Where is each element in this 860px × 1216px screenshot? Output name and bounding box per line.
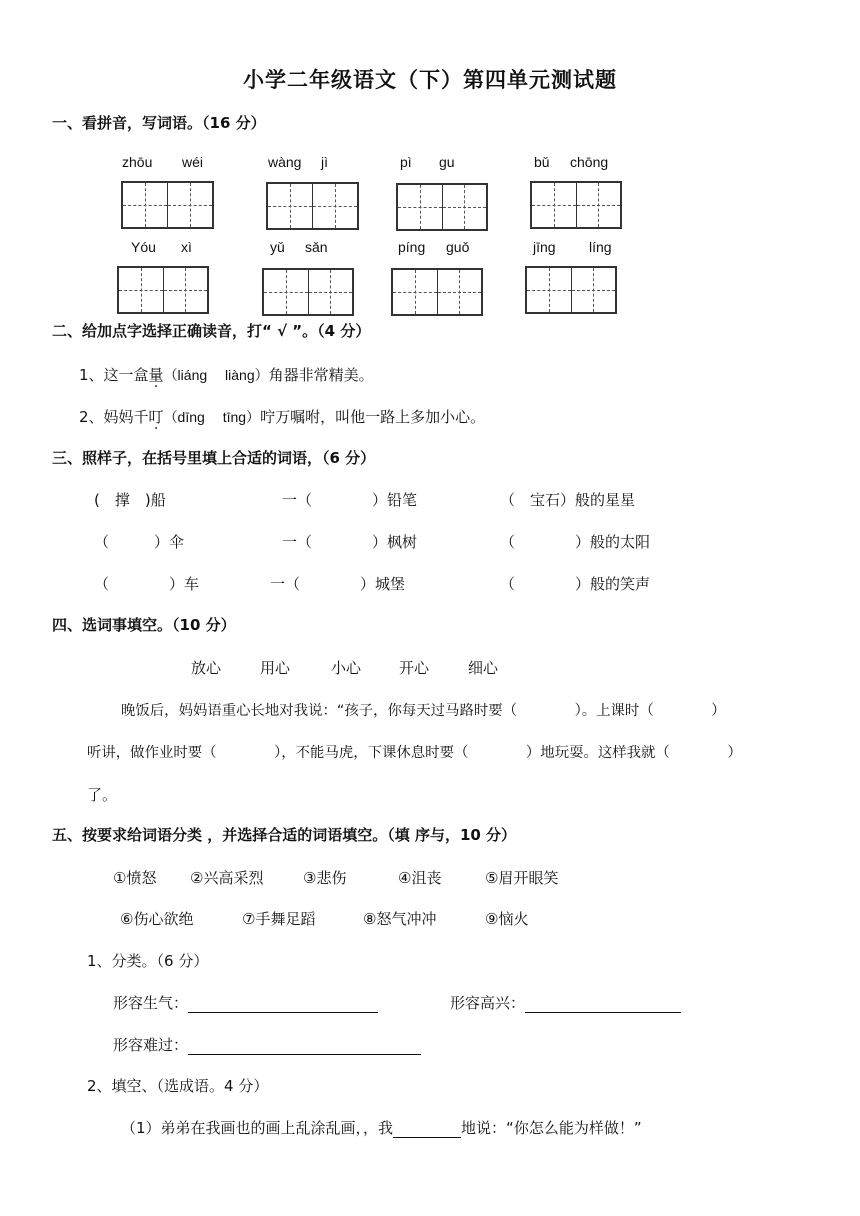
word-choice: 小心 [331,659,362,677]
q-text: 2、妈妈千 [79,408,149,426]
pinyin: líng [589,239,612,255]
pinyin: zhōu [122,154,153,170]
writing-grid[interactable] [117,266,209,314]
pinyin: sǎn [305,239,328,255]
paragraph-line[interactable]: 晚饭后，妈妈语重心长地对我说：“孩子，你每天过马路时要（ ）。上课时（ ） [121,703,726,719]
category-angry [113,992,378,1013]
writing-grid[interactable] [396,183,488,231]
fill-blank[interactable]: 一（ ）铅笔 [282,491,418,509]
word-option: ⑤眉开眼笑 [485,869,559,887]
word-option: ⑦手舞足蹈 [242,910,316,928]
paragraph-line: 了。 [87,786,118,804]
pinyin: jīng [533,239,556,255]
pinyin: xì [181,239,192,255]
pinyin-options[interactable]: （liáng liàng） [163,367,269,383]
pinyin: yǔ [270,239,285,255]
fill-blank[interactable]: 一（ ）城堡 [270,575,406,593]
category-label: 形容高兴： [450,994,526,1012]
pinyin: chōng [570,154,609,170]
sentence-text: （1）弟弟在我画也的画上乱涂乱画，，我 [121,1119,394,1137]
fill-sentence [121,1117,642,1138]
sentence-text: 地说：“你怎么能为样做！” [461,1119,642,1137]
word-option: ④沮丧 [398,869,442,887]
fill-blank[interactable]: 一（ ）枫树 [282,533,418,551]
pinyin: gu [439,154,455,170]
fill-blank[interactable]: （ ）般的太阳 [500,533,651,551]
pinyin: bǔ [534,154,550,170]
category-happy [450,992,681,1013]
word-option: ⑧怒气冲冲 [363,910,437,928]
subquestion-title: 2、填空、（选成语。4 分） [87,1077,269,1095]
writing-grid[interactable] [525,266,617,314]
dotted-char: 叮 [148,408,164,426]
pinyin: jì [321,154,328,170]
word-choice: 放心 [191,659,222,677]
word-option: ⑥伤心欲绝 [120,910,194,928]
writing-grid[interactable] [530,181,622,229]
fill-blank[interactable]: （ ）伞 [94,533,185,551]
writing-grid[interactable] [262,268,354,316]
section-2-heading: 二、给加点字选择正确读音，打“ √ ”。（4 分） [52,322,371,340]
section-1-heading: 一、看拼音，写词语。（16 分） [52,114,266,132]
pinyin-options[interactable]: （dīng tīng） [163,409,261,425]
writing-grid[interactable] [391,268,483,316]
pinyin: píng [398,239,426,255]
word-option: ②兴高采烈 [190,869,264,887]
answer-line[interactable] [188,1012,378,1013]
writing-grid[interactable] [121,181,214,229]
category-sad [113,1034,421,1055]
question-2-1 [79,364,374,385]
word-option: ⑨恼火 [485,910,529,928]
word-choice: 细心 [468,659,499,677]
question-2-2 [79,406,485,427]
pinyin: guǒ [446,239,470,255]
word-option: ①愤怒 [113,869,157,887]
fill-blank[interactable]: （ ）车 [94,575,200,593]
answer-line[interactable] [188,1054,421,1055]
fill-blank[interactable]: （ ）般的笑声 [500,575,651,593]
pinyin: Yóu [131,239,156,255]
answer-line[interactable] [525,1012,681,1013]
section-3-heading: 三、照样子，在括号里填上合适的词语，（6 分） [52,449,376,467]
dotted-char: 量 [148,366,164,384]
q-text: 角器非常精美。 [268,366,374,384]
category-label: 形容难过： [113,1036,189,1054]
answer-line[interactable] [393,1137,461,1138]
writing-grid[interactable] [266,182,359,230]
q-text: 咛万嘱咐，叫他一路上多加小心。 [260,408,486,426]
section-4-heading: 四、选词事填空。（10 分） [52,616,236,634]
section-5-heading: 五、按要求给词语分类 ，并选择合适的词语填空。（填 序与，10 分） [52,826,517,844]
fill-blank[interactable]: （ 宝石）般的星星 [500,491,636,509]
word-option: ③悲伤 [303,869,347,887]
fill-blank[interactable]: ( 撑 )船 [94,491,166,509]
paragraph-line[interactable]: 听讲，做作业时要（ ），不能马虎，下课休息时要（ ）地玩耍。这样我就（ ） [87,745,742,761]
pinyin: wéi [182,154,204,170]
page-title: 小学二年级语文（下）第四单元测试题 [243,68,617,92]
q-text: 1、这一盒 [79,366,149,384]
subquestion-title: 1、分类。（6 分） [87,952,209,970]
pinyin: pì [400,154,412,170]
pinyin: wàng [268,154,302,170]
word-choice: 开心 [399,659,430,677]
category-label: 形容生气： [113,994,189,1012]
word-choice: 用心 [260,659,291,677]
